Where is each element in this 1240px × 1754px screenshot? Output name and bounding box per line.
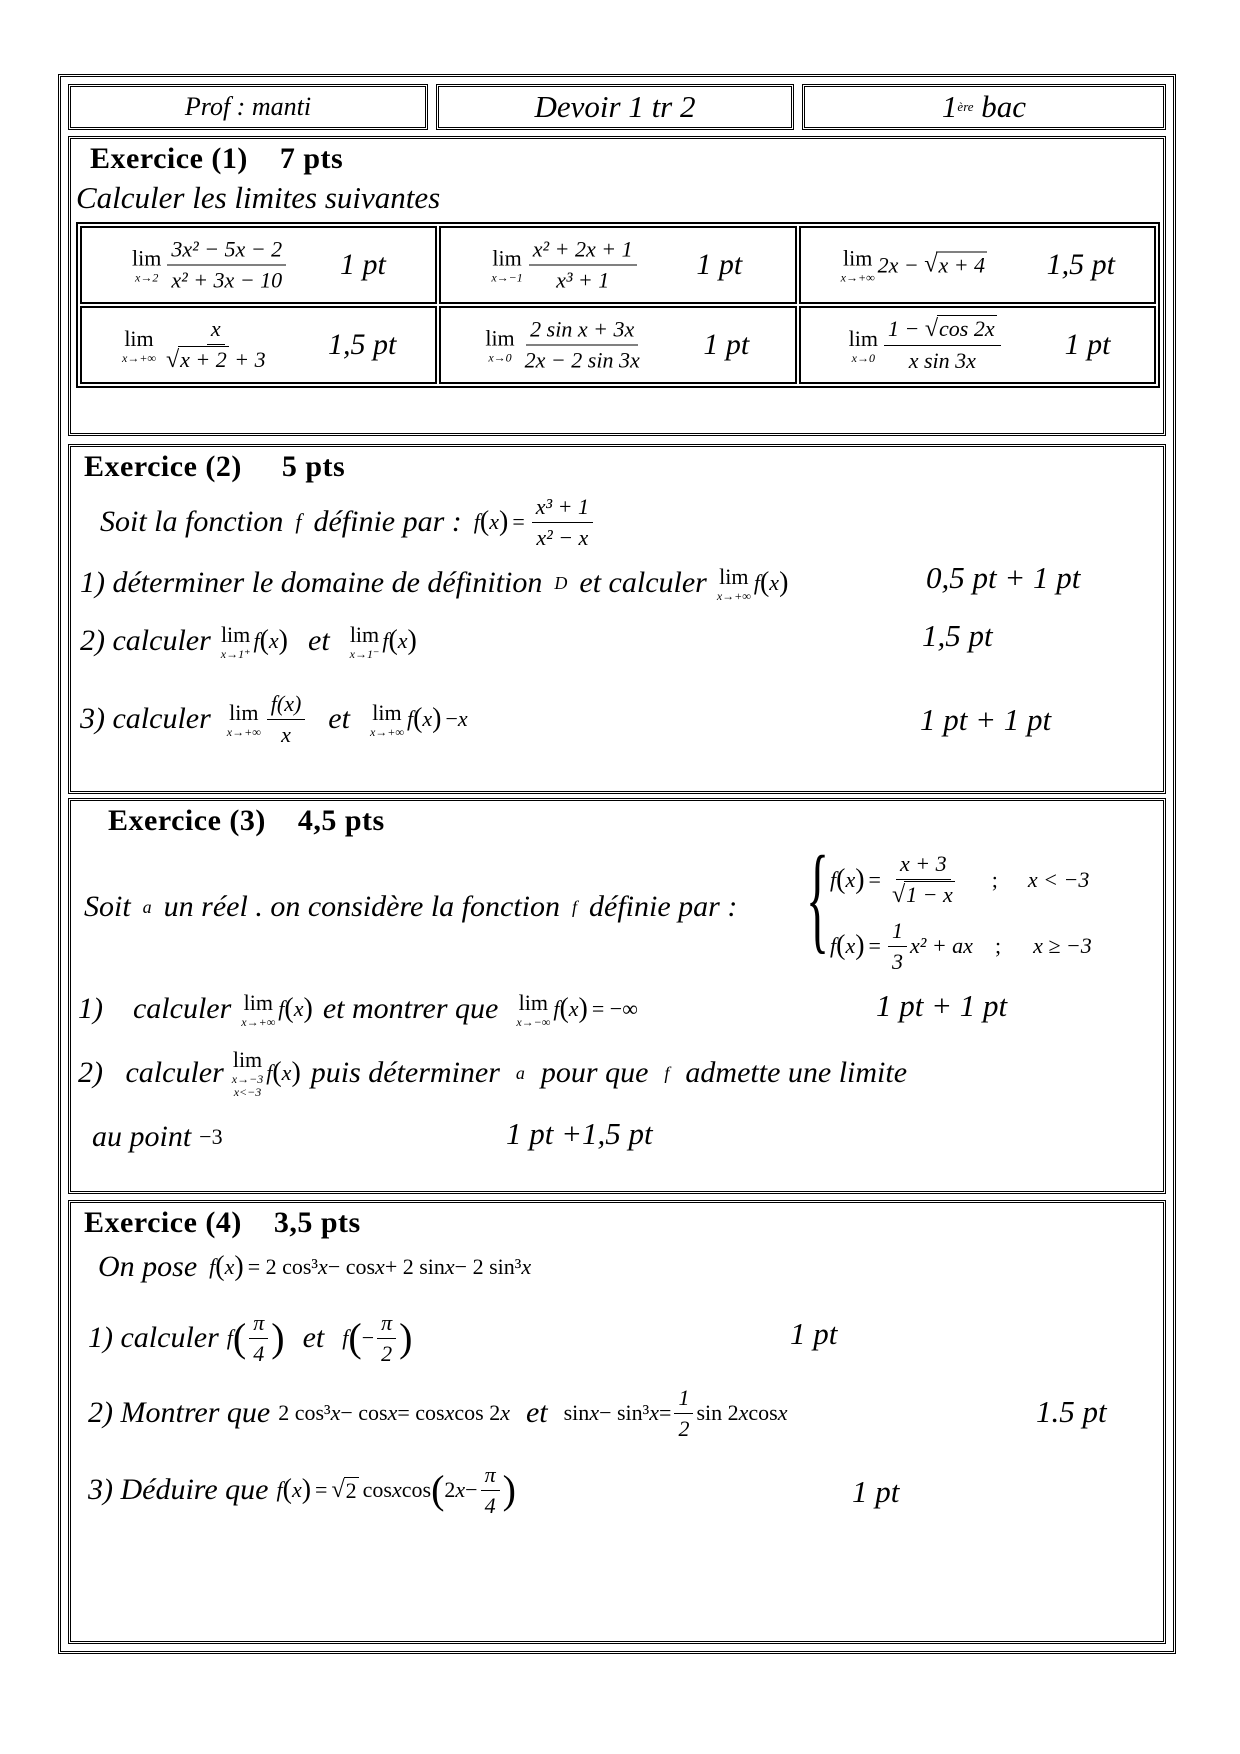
header-devoir: Devoir 1 tr 2 (436, 84, 794, 130)
exercise-1-instruction: Calculer les limites suivantes (76, 180, 441, 215)
exercise-4-title: Exercice (4) 3,5 pts (84, 1206, 361, 1239)
exercise-3-title: Exercice (3) 4,5 pts (108, 804, 385, 837)
limit-cell-6: lim x→0 $\frac{1 - √\cos 2x}{\text{x sin 3x}}$ 1 pt (799, 306, 1156, 384)
piecewise-line-1: f ( x ) = $\frac{x + 3}{√1 - x}$ ; x < −3 (830, 851, 1090, 908)
exercise-2-q2-points: 1,5 pt (922, 618, 993, 653)
piecewise-brace: { (806, 831, 830, 964)
exercise-3-intro: Soit a un réel . on considère la fonction f définie par : (84, 890, 738, 923)
limits-table (76, 222, 1160, 388)
exercise-4-q3-points: 1 pt (852, 1474, 900, 1509)
limit-cell-2: lim x→−1 $\frac{\text{x² + 2x + 1}}{\text{x³ + 1}}$ 1 pt (439, 226, 796, 304)
limit-cell-3: lim x→+∞ 2x − √ x + 4 1,5 pt (799, 226, 1156, 304)
limit-cell-4: lim x→+∞ $\frac{x}{√x + 2 + 3}$ 1,5 pt (80, 306, 437, 384)
exercise-4-q2-points: 1.5 pt (1036, 1394, 1107, 1429)
limit-3-points: 1,5 pt (1046, 248, 1115, 281)
exercise-3-q1: 1) calculer lim x→+∞ f ( x ) et montrer que lim x→−∞ f ( x ) = −∞ (78, 989, 638, 1029)
limit-2-points: 1 pt (696, 248, 743, 281)
piecewise-line-2: f ( x ) = $\frac{1}{3}$ x² + ax ; x ≥ −3 (830, 917, 1092, 974)
exercise-4-q1: 1) calculer f ( $\frac{\pi}{4}$ ) et f ( − $\frac{\pi}{2}$ ) (88, 1309, 413, 1366)
exercise-4-q2: 2) Montrer que 2 cos³ x − cos x = cos x cos 2 x et sin x − sin³ x = $\frac{1}{2}$ sin 2 x cos x (88, 1384, 788, 1441)
limit-6-points: 1 pt (1064, 328, 1111, 361)
exercise-3-q2-points: 1 pt +1,5 pt (506, 1116, 653, 1151)
exercise-2-q3-points: 1 pt + 1 pt (920, 702, 1052, 737)
exercise-4-q3: 3) Déduire que f ( x ) = √ 2 cos x cos ( 2 x − $\frac{\pi}{4}$ ) (88, 1461, 516, 1518)
limit-cell-1: lim x→2 $\frac{\text{3x² − 5x − 2}}{\text{x² + 3x − 10}}$ 1 pt (80, 226, 437, 304)
exercise-3-q1-points: 1 pt + 1 pt (876, 988, 1008, 1023)
exercise-4-q1-points: 1 pt (790, 1316, 838, 1351)
limit-cell-5: lim x→0 $\frac{\text{2 sin x + 3x}}{2x - 2 \sin 3x}$ 1 pt (439, 306, 796, 384)
exercise-2-title: Exercice (2) 5 pts (84, 450, 346, 483)
exercise-2-intro: Soit la fonction f définie par : f ( x ) = $\frac{\text{x³ + 1}}{\text{x² − x}}$ (100, 492, 596, 552)
exercise-2-q1: 1) déterminer le domaine de définition D et calculer lim x→+∞ f ( x ) (80, 563, 789, 603)
header-level (802, 84, 1166, 130)
exercise-2-q2: 2) calculer lim x→1⁺ f ( x ) et lim x→1⁻ f ( x ) (80, 621, 417, 661)
exercise-1-title: Exercice (1) 7 pts (90, 142, 344, 175)
level-text: bac (973, 89, 1027, 124)
exercise-2-q3: 3) calculer lim x→+∞ $\frac{f(x)}{x}$ et lim x→+∞ f ( x ) − x (80, 690, 468, 747)
exercise-3-q2: 2) calculer lim x→−3 x<−3 f ( x ) puis déterminer a pour que f admette une limite (78, 1047, 908, 1099)
limit-5-points: 1 pt (703, 328, 750, 361)
exercise-2-q1-points: 0,5 pt + 1 pt (926, 560, 1081, 595)
exercise-3-q2-cont: au point −3 (92, 1120, 223, 1153)
header-prof: Prof : manti (68, 84, 428, 130)
limit-4-points: 1,5 pt (328, 328, 397, 361)
limit-1-points: 1 pt (340, 248, 386, 281)
level-sup: ère (957, 99, 974, 114)
exercise-4-intro: On pose f ( x ) = 2 cos³ x − cos x + 2 sin x − 2 sin³ x (98, 1250, 532, 1283)
level-number: 1 (941, 89, 958, 124)
